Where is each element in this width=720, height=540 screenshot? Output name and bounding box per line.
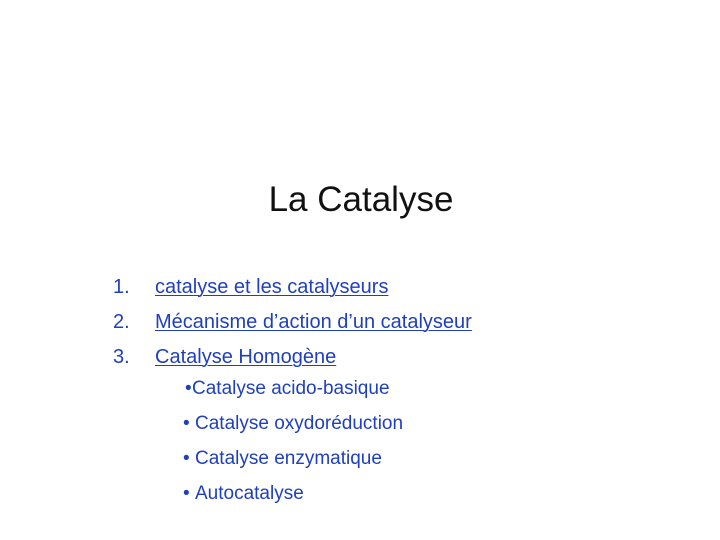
outline-number: 1.: [113, 276, 130, 298]
outline-number: 3.: [113, 346, 130, 368]
slide-title: La Catalyse: [268, 180, 454, 219]
bullet-icon: •: [183, 448, 190, 469]
outline-item-1: [113, 273, 472, 308]
sub-item-label: Catalyse acido-basique: [192, 378, 390, 399]
outline-item-3: [113, 343, 472, 378]
sub-item: [183, 480, 403, 515]
outline-number: 2.: [113, 311, 130, 333]
outline-link-catalyse-homogene[interactable]: Catalyse Homogène: [155, 346, 337, 368]
sub-item-label: Catalyse enzymatique: [195, 448, 382, 469]
outline-item-2: [113, 308, 472, 343]
outline-link-mecanisme-action[interactable]: Mécanisme d’action d’un catalyseur: [155, 311, 472, 333]
sub-item-list: [183, 375, 403, 515]
outline-link-catalyse-et-catalyseurs[interactable]: catalyse et les catalyseurs: [155, 276, 389, 298]
outline-list: [113, 273, 472, 378]
sub-item-label: Autocatalyse: [195, 483, 304, 504]
bullet-icon: •: [185, 378, 192, 399]
sub-item-label: Catalyse oxydoréduction: [195, 413, 404, 434]
sub-item: [183, 410, 403, 445]
bullet-icon: •: [183, 413, 190, 434]
sub-item: [183, 445, 403, 480]
sub-item: [185, 375, 403, 410]
bullet-icon: •: [183, 483, 190, 504]
